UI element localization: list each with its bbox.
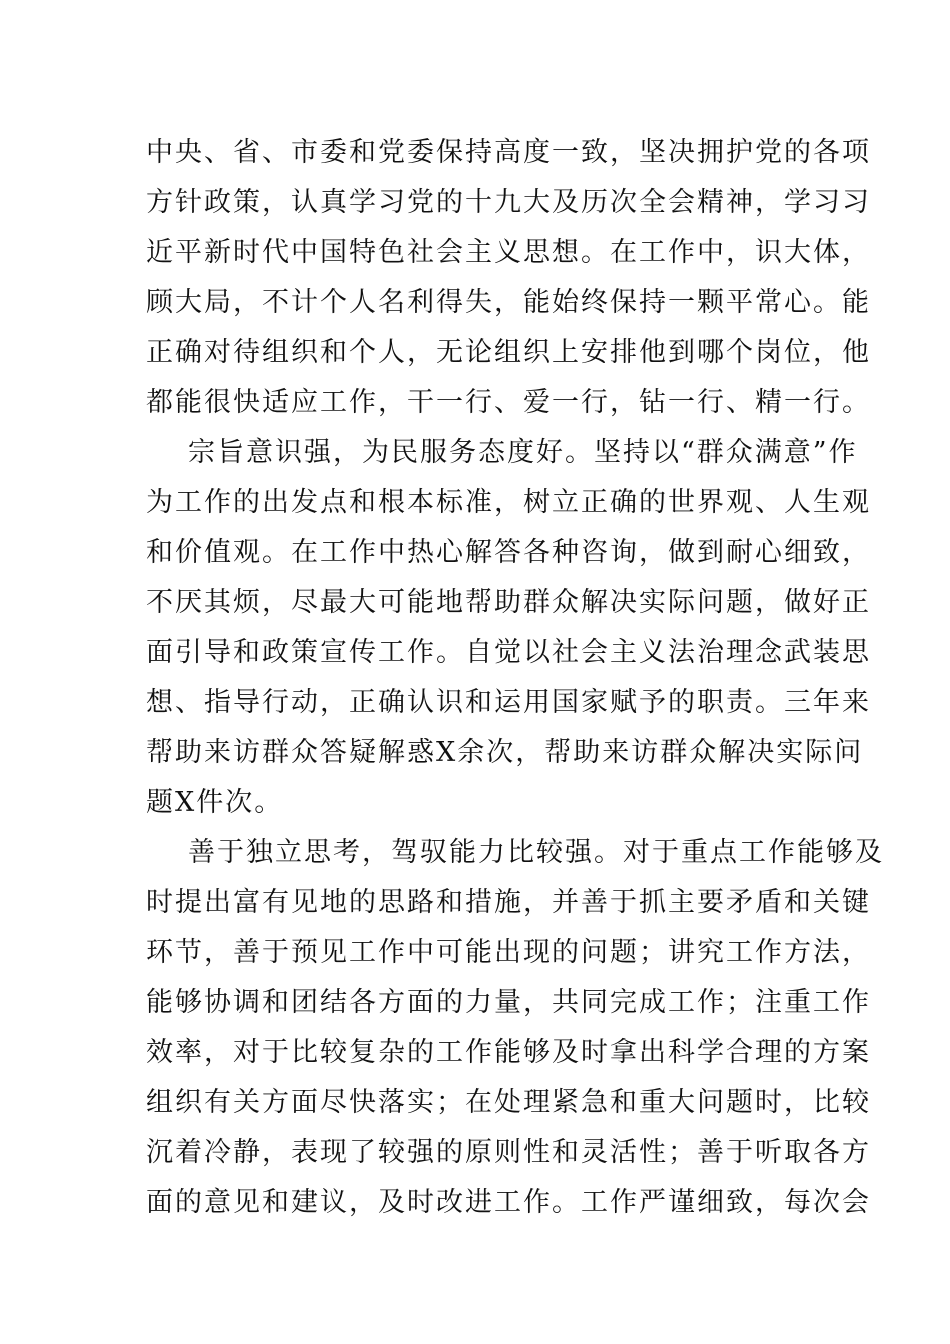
text-line: 面的意见和建议，及时改进工作。工作严谨细致，每次会 [146, 1187, 871, 1218]
document-body [146, 128, 884, 1228]
text-line: 顾大局，不计个人名利得失，能始终保持一颗平常心。能 [146, 287, 871, 318]
paragraph-2 [146, 428, 871, 828]
text-line: 为工作的出发点和根本标准，树立正确的世界观、人生观 [146, 487, 871, 518]
text-line: 想、指导行动，正确认识和运用国家赋予的职责。三年来 [146, 687, 871, 718]
text-line: 宗旨意识强，为民服务态度好。坚持以“群众满意”作 [188, 437, 858, 468]
text-line: 和价值观。在工作中热心解答各种咨询，做到耐心细致， [146, 537, 871, 568]
text-line: 善于独立思考，驾驭能力比较强。对于重点工作能够及 [188, 837, 884, 868]
text-line: 正确对待组织和个人，无论组织上安排他到哪个岗位，他 [146, 337, 871, 368]
text-line: 方针政策，认真学习党的十九大及历次全会精神，学习习 [146, 187, 871, 218]
text-line: 沉着冷静，表现了较强的原则性和灵活性；善于听取各方 [146, 1137, 871, 1168]
paragraph-3 [146, 828, 884, 1228]
text-line: 环节，善于预见工作中可能出现的问题；讲究工作方法， [146, 937, 871, 968]
text-line: 题X件次。 [146, 787, 284, 818]
text-line: 中央、省、市委和党委保持高度一致，坚决拥护党的各项 [146, 137, 871, 168]
text-line: 不厌其烦，尽最大可能地帮助群众解决实际问题，做好正 [146, 587, 871, 618]
paragraph-1 [146, 128, 871, 428]
text-line: 近平新时代中国特色社会主义思想。在工作中，识大体， [146, 237, 871, 268]
text-line: 时提出富有见地的思路和措施，并善于抓主要矛盾和关键 [146, 887, 871, 918]
text-line: 面引导和政策宣传工作。自觉以社会主义法治理念武装思 [146, 637, 871, 668]
text-line: 帮助来访群众答疑解惑X余次，帮助来访群众解决实际问 [146, 737, 864, 768]
text-line: 都能很快适应工作，干一行、爱一行，钻一行、精一行。 [146, 387, 871, 418]
text-line: 组织有关方面尽快落实；在处理紧急和重大问题时，比较 [146, 1087, 871, 1118]
text-line: 效率，对于比较复杂的工作能够及时拿出科学合理的方案 [146, 1037, 871, 1068]
text-line: 能够协调和团结各方面的力量，共同完成工作；注重工作 [146, 987, 871, 1018]
